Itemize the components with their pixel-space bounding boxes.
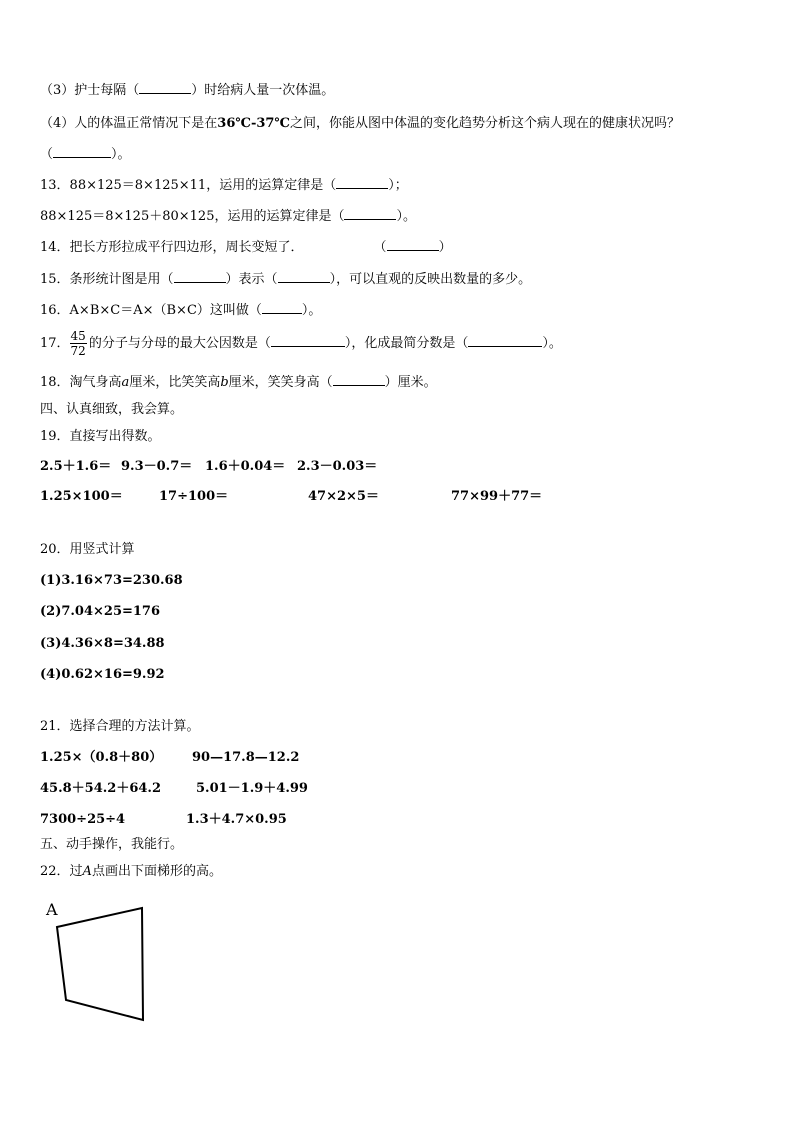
question-12-4-answer xyxy=(40,147,131,163)
q22-text-post: 点画出下面梯形的高。 xyxy=(91,864,222,879)
calc-item: 77×99＋77＝ xyxy=(451,489,543,504)
q18-text-mid: 厘米，比笑笑高 xyxy=(129,375,221,390)
calc-item: 1.6＋0.04＝ xyxy=(205,459,286,474)
question-19-title xyxy=(40,429,161,445)
variable-b: b xyxy=(220,375,229,390)
answer-blank[interactable] xyxy=(174,272,226,283)
calc-item: 1.25×100＝ xyxy=(40,489,123,504)
question-16 xyxy=(40,303,321,319)
section-title: 四、认真细致，我会算。 xyxy=(40,402,184,417)
q20-item-2 xyxy=(40,604,160,620)
answer-blank[interactable] xyxy=(336,178,388,189)
fraction-denominator: 72 xyxy=(70,344,86,358)
q15-text-post: ），可以直观的反映出数量的多少。 xyxy=(329,272,532,287)
point-label-a: A xyxy=(46,900,58,919)
q21-row-3 xyxy=(40,812,540,828)
q21-row-2 xyxy=(40,781,540,797)
answer-blank[interactable] xyxy=(139,83,191,94)
question-20-title xyxy=(40,542,135,558)
calc-item: 2.5＋1.6＝ xyxy=(40,459,112,474)
q20-item-4 xyxy=(40,667,165,683)
section-title: 五、动手操作，我能行。 xyxy=(40,837,184,852)
answer-blank[interactable] xyxy=(344,209,396,220)
fraction-45-72 xyxy=(70,329,87,358)
question-22 xyxy=(40,864,222,880)
calc-item: 1.25×（0.8＋80） xyxy=(40,750,163,765)
calc-item: 5.01－1.9＋4.99 xyxy=(196,781,308,796)
calc-item: 9.3－0.7＝ xyxy=(121,459,193,474)
q20-title: 20．用竖式计算 xyxy=(40,542,135,557)
q12-4-text-pre: （4）人的体温正常情况下是在 xyxy=(40,116,218,131)
calc-item: 17÷100＝ xyxy=(159,489,229,504)
q22-text-pre: 22．过 xyxy=(40,864,83,879)
calc-item: 90—17.8—12.2 xyxy=(192,750,300,765)
q21-title: 21．选择合理的方法计算。 xyxy=(40,719,200,734)
trapezoid-shape xyxy=(57,908,143,1020)
temperature-range: 36℃-37℃ xyxy=(217,116,291,131)
q14-text: 14．把长方形拉成平行四边形，周长变短了． xyxy=(40,240,304,255)
q15-text-mid: ）表示（ xyxy=(225,272,278,287)
paren-open: （ xyxy=(40,147,54,162)
question-12-3 xyxy=(40,83,334,99)
q16-text-post: ）。 xyxy=(301,303,322,318)
question-18 xyxy=(40,375,437,391)
calc-item: (4)0.62×16=9.92 xyxy=(40,667,165,682)
paren-close: ） xyxy=(438,240,452,255)
q13-b-text-pre: 88×125＝8×125＋80×125，运用的运算定律是（ xyxy=(40,209,345,224)
q12-4-text-post: 之间，你能从图中体温的变化趋势分析这个病人现在的健康状况吗？ xyxy=(290,116,681,131)
paren-open: （ xyxy=(373,240,387,255)
answer-blank[interactable] xyxy=(387,240,439,251)
calc-item: 1.3＋4.7×0.95 xyxy=(186,812,287,827)
calc-item: 2.3－0.03＝ xyxy=(297,459,378,474)
calc-item: 7300÷25÷4 xyxy=(40,812,126,827)
q20-item-1 xyxy=(40,573,183,589)
q20-item-3 xyxy=(40,636,165,652)
answer-blank[interactable] xyxy=(468,336,542,347)
q15-text-pre: 15．条形统计图是用（ xyxy=(40,272,174,287)
answer-blank[interactable] xyxy=(278,272,330,283)
q13-text-post: ）； xyxy=(388,178,408,193)
section-5-title xyxy=(40,837,183,853)
trapezoid-figure xyxy=(38,893,158,1033)
q12-3-text-post: ）时给病人量一次体温。 xyxy=(191,83,335,98)
q18-text-post: ）厘米。 xyxy=(384,375,437,390)
question-21-title xyxy=(40,719,200,735)
paren-close: ）。 xyxy=(111,147,131,162)
calc-item: (2)7.04×25=176 xyxy=(40,604,161,619)
q16-text-pre: 16．A×B×C＝A×（B×C）这叫做（ xyxy=(40,303,262,318)
q19-title: 19．直接写出得数。 xyxy=(40,429,161,444)
q18-text-pre: 18．淘气身高 xyxy=(40,375,122,390)
q19-row-2 xyxy=(40,489,740,505)
variable-A: A xyxy=(82,864,92,879)
answer-blank[interactable] xyxy=(271,336,345,347)
calc-item: (1)3.16×73=230.68 xyxy=(40,573,183,588)
q13-b-text-post: ）。 xyxy=(396,209,416,224)
variable-a: a xyxy=(121,375,130,390)
q17-text-mid2: ），化成最简分数是（ xyxy=(344,336,469,351)
q17-number: 17． xyxy=(40,336,70,351)
fraction-numerator: 45 xyxy=(70,329,86,343)
question-12-4 xyxy=(40,116,680,132)
question-14 xyxy=(40,240,452,256)
q12-3-text-pre: （3）护士每隔（ xyxy=(40,83,140,98)
section-4-title xyxy=(40,402,183,418)
answer-blank[interactable] xyxy=(333,375,385,386)
answer-blank[interactable] xyxy=(53,147,111,158)
question-15 xyxy=(40,272,531,288)
q13-text-pre: 13．88×125＝8×125×11，运用的运算定律是（ xyxy=(40,178,337,193)
calc-item: 45.8＋54.2＋64.2 xyxy=(40,781,161,796)
calc-item: 47×2×5＝ xyxy=(308,489,379,504)
q18-text-mid2: 厘米，笑笑身高（ xyxy=(228,375,333,390)
q19-row-1 xyxy=(40,459,740,475)
q21-row-1 xyxy=(40,750,540,766)
calc-item: (3)4.36×8=34.88 xyxy=(40,636,165,651)
question-13-b xyxy=(40,209,416,225)
q17-text-mid: 的分子与分母的最大公因数是（ xyxy=(88,336,271,351)
question-17 xyxy=(40,328,562,360)
question-13-a xyxy=(40,178,408,194)
q17-text-post: ）。 xyxy=(542,336,562,351)
answer-blank[interactable] xyxy=(262,303,302,314)
